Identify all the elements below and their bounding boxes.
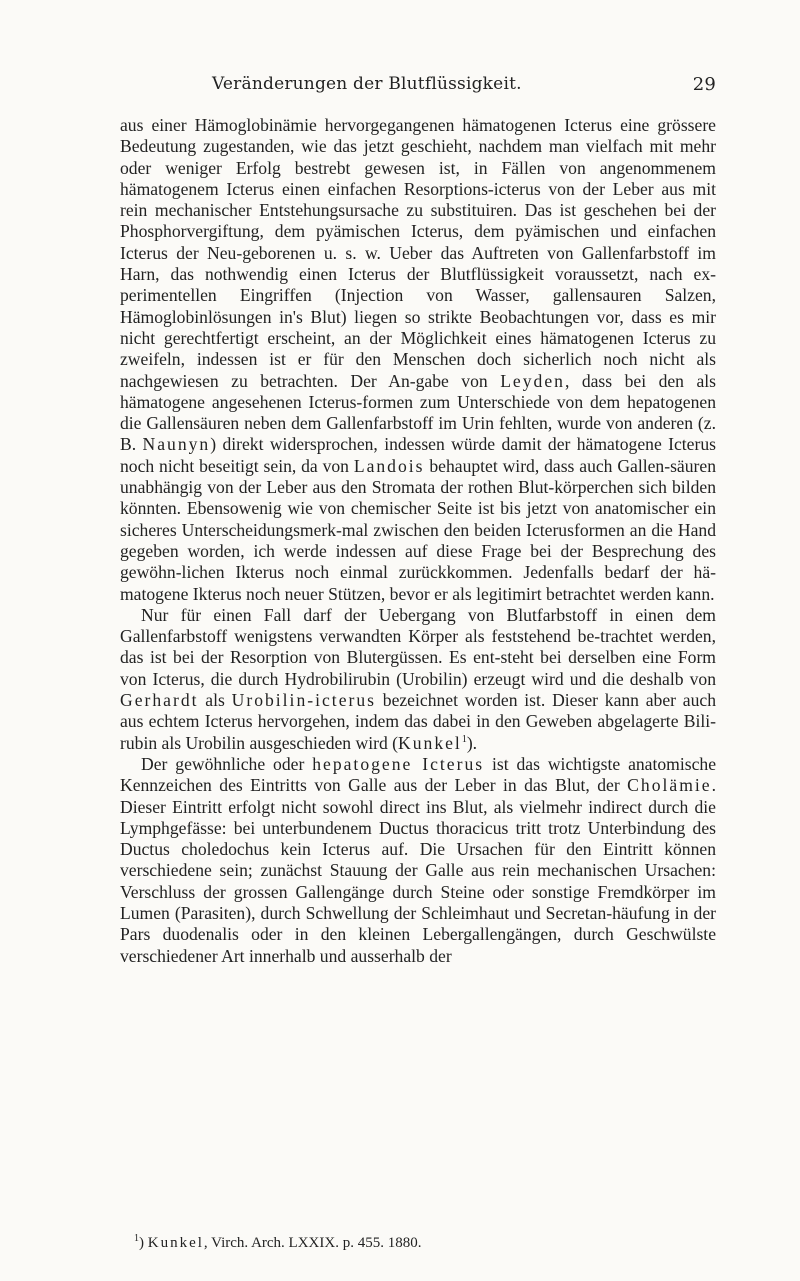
- text-run: . Dieser Eintritt erfolgt nicht sowohl direct ins Blut, als vielmehr indirect durch die Lymphgefässe: bei unterbundenem Ductus thoracicus tritt trotz Unterbindung des Ductus choledochus kein Icterus auf. Die Ursachen für den Eintritt können verschiedene sein; zunächst Stauung der Galle aus rein mechanischen Ursachen: Verschluss der grossen Gallengänge durch Steine oder sonstige Fremdkörper im Lumen (Parasiten), durch Schwellung der Schleimhaut und Secretan-häufung in der Pars duodenalis oder in den kleinen Lebergallengängen, durch Geschwülste verschiedener Art innerhalb und ausserhalb der: [120, 775, 716, 966]
- author-name: Kunkel: [398, 732, 462, 753]
- author-name: Gerhardt: [120, 690, 199, 711]
- running-title: Veränderungen der Blutflüssigkeit.: [212, 74, 522, 94]
- paragraph-2: [120, 605, 716, 754]
- page-number: 29: [692, 74, 716, 95]
- text-run: , dass bei den als hämatogene angesehenen Icterus-formen zum Unterschiede von dem hepatogenen die Gallensäuren neben dem Gallenfarbstoff im Urin fehlten, wurde von anderen (z. B.: [120, 370, 717, 455]
- footnote-author: Kunkel: [147, 1235, 204, 1251]
- text-run: ) direkt widersprochen, indessen würde damit der hämatogene Icterus noch nicht beseitigt sein, da von: [120, 434, 716, 476]
- text-run: behauptet wird, dass auch Gallen-säuren unabhängig von der Leber aus den Stromata der rothen Blut-körperchen sich bilden könnten. Ebensowenig wie von chemischer Seite ist bis jetzt von anatomischer ein sicheres Unterscheidungsmerk-mal zwischen den beiden Icterusformen an die Hand gegeben worden, ich werde indessen auf diese Frage bei der Besprechung des gewöhn-lichen Ikterus noch einmal zurückkommen. Jedenfalls bedarf der hä-matogene Ikterus noch neuer Stützen, bevor er als legitimirt betrachtet werden kann.: [120, 455, 716, 604]
- footnote-text: , Virch. Arch. LXXIX. p. 455. 1880.: [203, 1235, 422, 1251]
- paragraph-1: [120, 115, 716, 605]
- text-run: ist das wichtigste anatomische Kennzeichen des Eintritts von Galle aus der Leber in das Blut, der: [120, 753, 716, 796]
- author-name: Landois: [353, 455, 425, 476]
- text-run: Der gewöhnliche oder: [141, 753, 313, 774]
- text-run: aus einer Hämoglobinämie hervorgegangenen hämatogenen Icterus eine grössere Bedeutung zugestanden, wie das jetzt geschieht, nachdem man vielfach mit mehr oder weniger Erfolg bestrebt gewesen ist, in Fällen von angenommenem hämatogenem Icterus einen einfachen Resorptions-icterus von der Leber aus mit rein mechanischer Entstehungsursache zu substituiren. Das ist geschehen bei der Phosphorvergiftung, dem pyämischen Icterus, dem pyämischen und einfachen Icterus der Neu-geborenen u. s. w. Ueber das Auftreten von Gallenfarbstoff im Harn, das nothwendig einen Icterus der Blutflüssigkeit voraussetzt, nach ex-perimentellen Eingriffen (Injection von Wasser, gallensauren Salzen, Hämoglobinlösungen in's Blut) liegen so strikte Beobachtungen vor, dass es mir nicht gerechtfertigt erscheint, an der Möglichkeit eines hämatogenen Icterus zu zweifeln, indessen ist er für den Menschen doch sicherlich noch nicht als nachgewiesen zu betrachten. Der An-gabe von: [120, 115, 716, 391]
- footnote-marker: 1: [461, 733, 467, 745]
- author-name: Leyden: [500, 370, 565, 391]
- body-text: [120, 115, 716, 967]
- footnote-number: 1: [134, 1233, 139, 1244]
- footnote: $^1$) Kunkel, Virch. Arch. LXXIX. p. 455. 1880.: [134, 1233, 422, 1251]
- emphasized-term: Urobilin-icterus: [231, 690, 376, 711]
- emphasized-term: Cholämie: [627, 775, 712, 796]
- text-run: ).: [466, 732, 478, 753]
- author-name: Naunyn: [142, 434, 211, 455]
- running-header: [120, 74, 716, 98]
- text-run: Nur für einen Fall darf der Uebergang von Blutfarbstoff in einen dem Gallenfarbstoff wenigstens verwandten Körper als feststehend be-trachtet werden, das ist bei der Resorption von Blutergüssen. Es ent-steht bei derselben eine Form von Icterus, die durch Hydrobilirubin (Urobilin) erzeugt wird und die deshalb von: [120, 604, 716, 689]
- text-run: bezeichnet worden ist. Dieser kann aber auch aus echtem Icterus hervorgehen, indem das dabei in den Geweben abgelagerte Bili-rubin als Urobilin ausgeschieden wird (: [120, 690, 717, 753]
- text-run: als: [198, 690, 232, 711]
- emphasized-term: hepatogene Icterus: [312, 753, 485, 774]
- paragraph-3: [120, 754, 716, 967]
